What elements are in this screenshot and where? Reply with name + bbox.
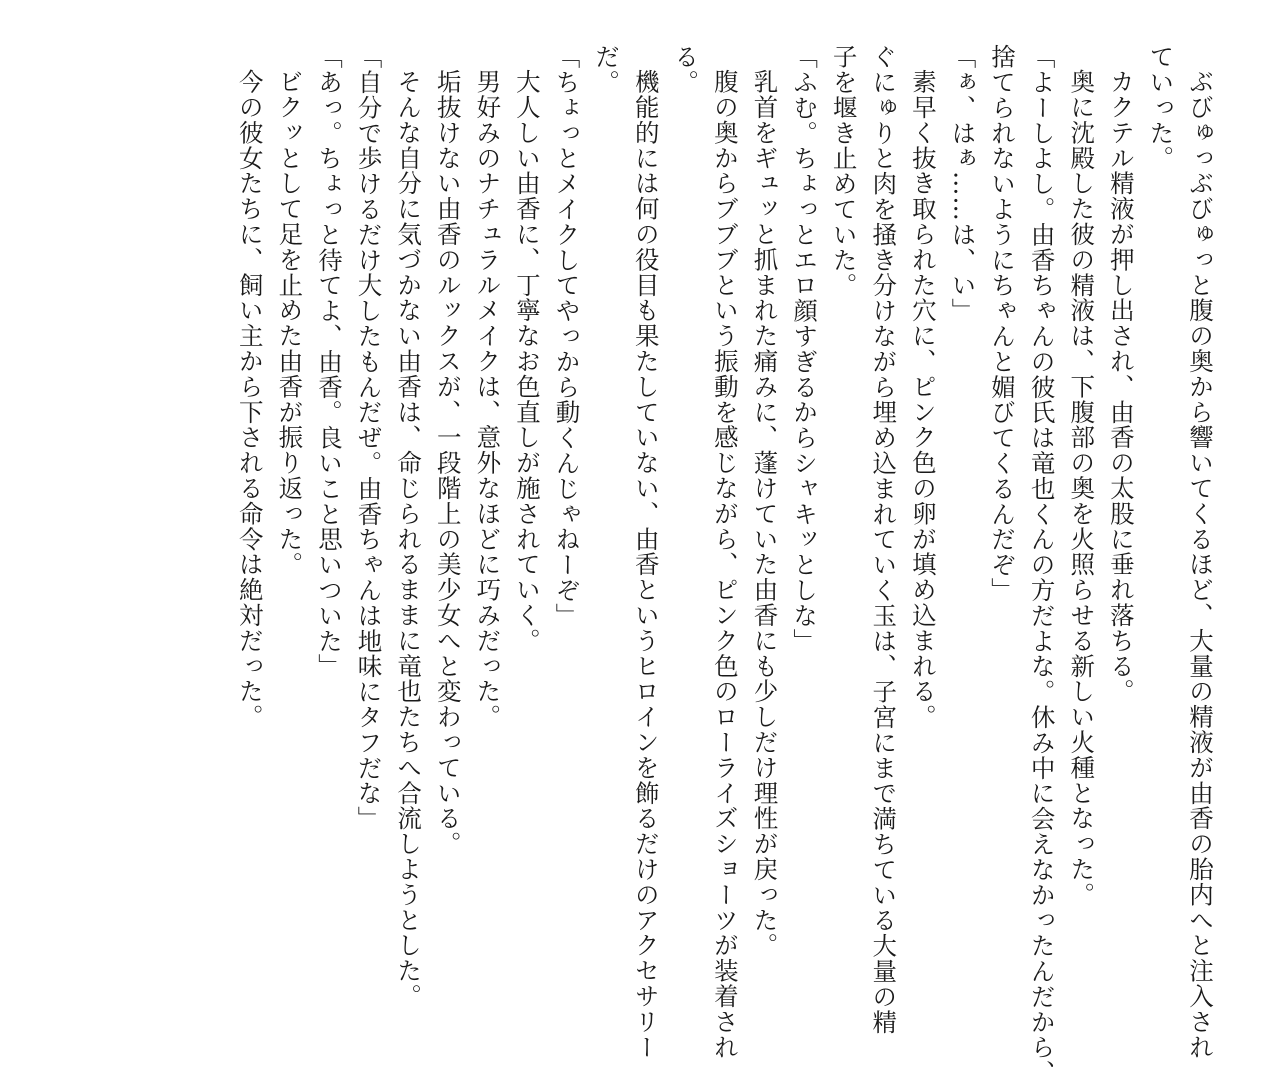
text-line: 捨てられないようにちゃんと媚びてくるんだぞ」 bbox=[988, 44, 1018, 603]
text-line: 「ちょっとメイクしてやっから動くんじゃねーぞ」 bbox=[552, 44, 582, 629]
text-line: 素早く抜き取られた穴に、ピンク色の卵が填め込まれる。 bbox=[908, 68, 938, 729]
text-line: 「自分で歩けるだけ大したもんだぜ。由香ちゃんは地味にタフだな」 bbox=[354, 44, 384, 832]
text-line: 「よーしよし。由香ちゃんの彼氏は竜也くんの方だよな。休み中に会えなかったんだから、 bbox=[1027, 44, 1057, 1085]
text-line: カクテル精液が押し出され、由香の太股に垂れ落ちる。 bbox=[1106, 68, 1136, 704]
text-line: 腹の奥からブブブという振動を感じながら、ピンク色のローライズショーツが装着され bbox=[710, 68, 740, 1060]
text-line: 垢抜けない由香のルックスが、一段階上の美少女へと変わっている。 bbox=[433, 68, 463, 856]
text-line: 機能的には何の役目も果たしていない、由香というヒロインを飾るだけのアクセサリー bbox=[631, 68, 661, 1060]
text-line: 男好みのナチュラルメイクは、意外なほどに巧みだった。 bbox=[473, 68, 503, 729]
text-line: ていった。 bbox=[1146, 44, 1176, 171]
text-line: る。 bbox=[671, 44, 701, 95]
text-line: 子を堰き止めていた。 bbox=[829, 44, 859, 298]
vertical-text-body bbox=[40, 44, 1220, 1085]
text-line: そんな自分に気づかない由香は、命じられるままに竜也たちへ合流しようとした。 bbox=[394, 68, 424, 1009]
text-line: だ。 bbox=[592, 44, 622, 95]
text-line: 「ぁ、はぁ……は、い」 bbox=[948, 44, 978, 324]
text-line: 奥に沈殿した彼の精液は、下腹部の奥を火照らせる新しい火種となった。 bbox=[1067, 68, 1097, 907]
text-line: ぐにゅりと肉を掻き分けながら埋め込まれていく玉は、子宮にまで満ちている大量の精 bbox=[869, 44, 899, 1035]
text-line: 大人しい由香に、丁寧なお色直しが施されていく。 bbox=[512, 68, 542, 653]
text-line: 「あっ。ちょっと待てよ、由香。良いこと思いついた」 bbox=[314, 44, 344, 679]
text-line: 「ふむ。ちょっとエロ顔すぎるからシャキッとしな」 bbox=[790, 44, 820, 654]
text-line: 乳首をギュッと抓まれた痛みに、蓬けていた由香にも少しだけ理性が戻った。 bbox=[750, 68, 780, 958]
text-line: 今の彼女たちに、飼い主から下される命令は絶対だった。 bbox=[235, 68, 265, 729]
text-line: ビクッとして足を止めた由香が振り返った。 bbox=[275, 68, 305, 577]
text-line: ぶびゅっぶびゅっと腹の奥から響いてくるほど、大量の精液が由香の胎内へと注入され bbox=[1186, 68, 1215, 1060]
